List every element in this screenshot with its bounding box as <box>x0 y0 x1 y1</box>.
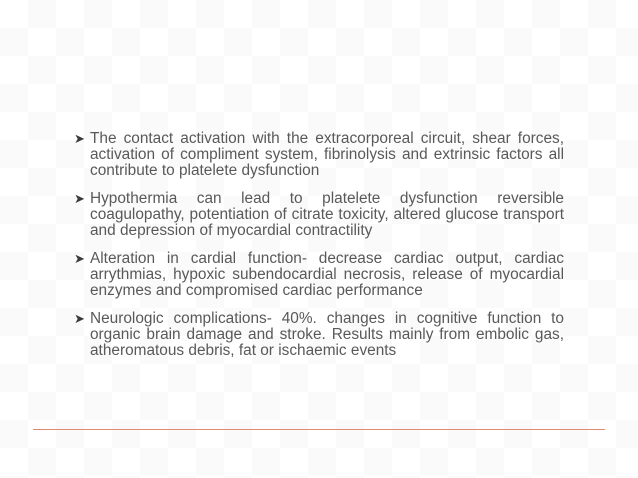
bullet-list <box>74 131 564 371</box>
bullet-text: Hypothermia can lead to platelete dysfunction reversible coagulopathy, potentiation of citrate toxicity, altered glucose transport and depression of myocardial contractility <box>90 190 564 239</box>
bullet-text: Neurologic complications- 40%. changes in cognitive function to organic brain damage and stroke. Results mainly from embolic gas, atheromatous debris, fat or ischaemic events <box>90 310 564 359</box>
bullet-item <box>74 311 564 359</box>
bullet-text: The contact activation with the extracorporeal circuit, shear forces, activation of compliment system, fibrinolysis and extrinsic factors all contribute to platelete dysfunction <box>90 130 564 179</box>
arrow-bullet-icon: ➤ <box>74 131 85 146</box>
bullet-text: Alteration in cardial function- decrease cardiac output, cardiac arrythmias, hypoxic subendocardial necrosis, release of myocardial enzymes and compromised cardiac performance <box>90 250 564 299</box>
bullet-item <box>74 191 564 239</box>
arrow-bullet-icon: ➤ <box>74 311 85 326</box>
arrow-bullet-icon: ➤ <box>74 191 85 206</box>
bullet-item <box>74 131 564 179</box>
footer-divider <box>33 429 605 430</box>
bullet-item <box>74 251 564 299</box>
arrow-bullet-icon: ➤ <box>74 251 85 266</box>
